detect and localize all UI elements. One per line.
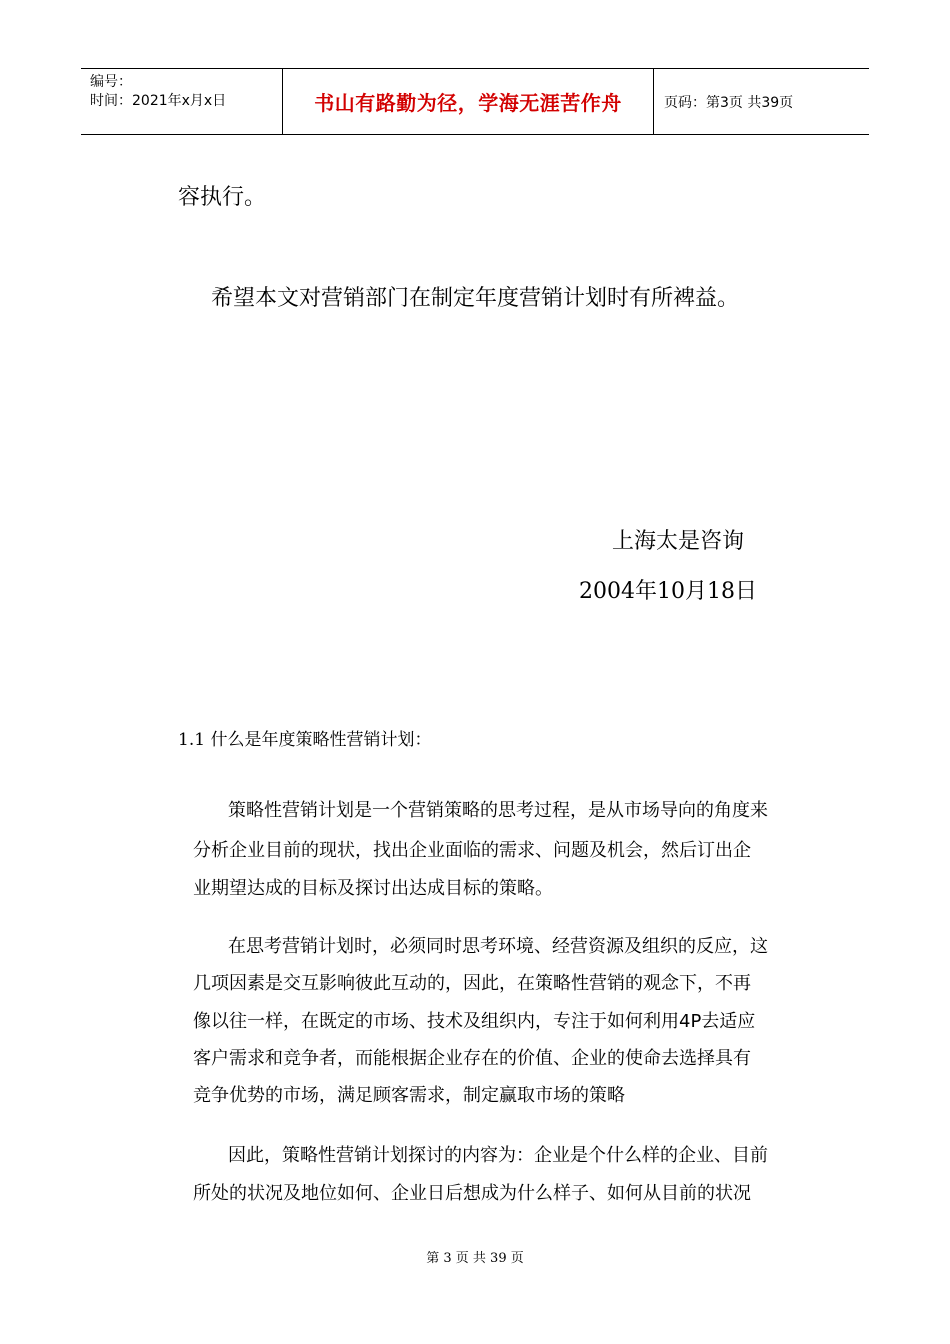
- paragraph-line: 竞争优势的市场，满足顾客需求，制定赢取市场的策略: [193, 1085, 625, 1106]
- header-page-info: [654, 69, 869, 134]
- paragraph-line: 分析企业目前的现状，找出企业面临的需求、问题及机会，然后订出企: [193, 840, 751, 861]
- number-label: 编号：: [90, 74, 132, 90]
- header-motto-cell: [282, 69, 654, 134]
- paragraph-line: 像以往一样，在既定的市场、技术及组织内，专注于如何利用4P去适应: [193, 1011, 756, 1032]
- paragraph-line: 业期望达成的目标及探讨出达成目标的策略。: [193, 878, 553, 899]
- paragraph-line: 所处的状况及地位如何、企业日后想成为什么样子、如何从目前的状况: [193, 1183, 751, 1204]
- motto-text: 书山有路勤为径，学海无涯苦作舟: [314, 91, 622, 115]
- paragraph-line: 客户需求和竞争者，而能根据企业存在的价值、企业的使命去选择具有: [193, 1048, 751, 1069]
- signature-date: 2004年10月18日: [579, 579, 757, 604]
- paragraph-line: 策略性营销计划是一个营销策略的思考过程，是从市场导向的角度来: [228, 800, 768, 821]
- line-continuation: 容执行。: [178, 185, 267, 210]
- page-header: [81, 68, 869, 135]
- page-info-text: 页码：第3页 共39页: [664, 94, 794, 111]
- paragraph-line: 在思考营销计划时，必须同时思考环境、经营资源及组织的反应，这: [228, 936, 768, 957]
- header-meta: [81, 69, 282, 134]
- section-heading: 1.1 什么是年度策略性营销计划：: [178, 730, 432, 750]
- signature-org: 上海太是咨询: [612, 529, 745, 554]
- page-footer: 第 3 页 共 39 页: [426, 1251, 524, 1266]
- paragraph-line: 几项因素是交互影响彼此互动的，因此，在策略性营销的观念下，不再: [193, 973, 751, 994]
- wish-text: 希望本文对营销部门在制定年度营销计划时有所裨益。: [211, 286, 740, 311]
- paragraph-line: 因此，策略性营销计划探讨的内容为：企业是个什么样的企业、目前: [228, 1145, 768, 1166]
- time-label: 时间：2021年x月x日: [90, 93, 227, 109]
